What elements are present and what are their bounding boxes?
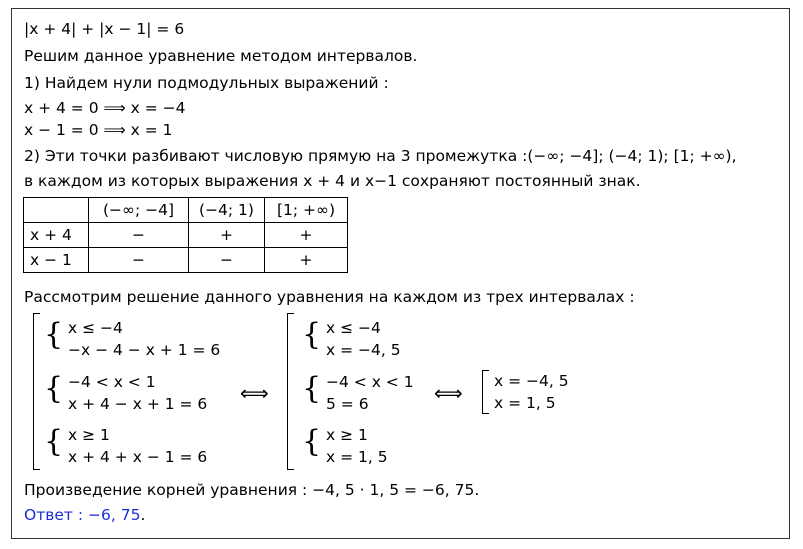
step1-title: 1) Найдем нули подмодульных выражений : (24, 74, 389, 92)
collection-bracket-left (33, 313, 34, 470)
zero-second: x − 1 = 0 ⟹ x = 1 (24, 121, 173, 139)
table-row (24, 223, 348, 248)
answer-line (24, 505, 145, 525)
table-cell: x + 4 (24, 223, 89, 248)
system-brace: { (302, 371, 322, 406)
sign-table (23, 197, 348, 273)
system-mid-2 (326, 371, 414, 415)
system-line: x = 1, 5 (326, 448, 388, 466)
system-brace: { (302, 317, 322, 352)
table-cell: − (89, 248, 189, 273)
table-cell (24, 198, 89, 223)
result-set (494, 370, 569, 414)
table-cell: (−∞; −4] (89, 198, 189, 223)
table-cell: x − 1 (24, 248, 89, 273)
system-line: −x − 4 − x + 1 = 6 (68, 341, 221, 359)
table-cell: + (189, 223, 265, 248)
table-cell: + (265, 248, 348, 273)
answer-label: Ответ : −6, 75 (24, 506, 141, 524)
system-mid-3 (326, 424, 388, 468)
system-line: x ≥ 1 (68, 426, 110, 444)
result-root: x = −4, 5 (494, 372, 569, 390)
intro-text: Решим данное уравнение методом интервалов. (24, 47, 418, 65)
table-row (24, 248, 348, 273)
answer-dot: . (140, 506, 146, 524)
system-line: x + 4 + x − 1 = 6 (68, 448, 208, 466)
equivalence-arrow: ⟺ (434, 381, 463, 405)
collection-bracket-middle (287, 313, 288, 470)
equation: |x + 4| + |x − 1| = 6 (24, 20, 185, 38)
table-header-row (24, 198, 348, 223)
system-line: 5 = 6 (326, 395, 369, 413)
system-left-3 (68, 424, 207, 468)
equivalence-arrow: ⟺ (240, 381, 269, 405)
system-line: x ≥ 1 (326, 426, 368, 444)
system-brace: { (44, 317, 64, 352)
system-left-2 (68, 371, 207, 415)
system-line: x ≤ −4 (68, 319, 123, 337)
system-line: x ≤ −4 (326, 319, 381, 337)
system-brace: { (44, 424, 64, 459)
system-line: −4 < x < 1 (68, 373, 156, 391)
zero-first: x + 4 = 0 ⟹ x = −4 (24, 99, 186, 117)
table-cell: − (189, 248, 265, 273)
system-brace: { (302, 424, 322, 459)
system-line: x = −4, 5 (326, 341, 401, 359)
result-root: x = 1, 5 (494, 394, 556, 412)
system-line: x + 4 − x + 1 = 6 (68, 395, 208, 413)
table-cell: + (265, 223, 348, 248)
system-left-1 (68, 317, 220, 361)
table-cell: (−4; 1) (189, 198, 265, 223)
collection-bracket-result (482, 370, 483, 414)
consider-text: Рассмотрим решение данного уравнения на каждом из трех интервалах : (24, 288, 635, 306)
table-cell: − (89, 223, 189, 248)
table-cell: [1; +∞) (265, 198, 348, 223)
step2-line2: в каждом из которых выражения x + 4 и x−1 сохраняют постоянный знак. (24, 172, 641, 190)
system-brace: { (44, 371, 64, 406)
system-line: −4 < x < 1 (326, 373, 414, 391)
system-mid-1 (326, 317, 401, 361)
step2-line1: 2) Эти точки разбивают числовую прямую на 3 промежутка :(−∞; −4]; (−4; 1); [1; +∞), (24, 147, 737, 165)
product-line: Произведение корней уравнения : −4, 5 · 1, 5 = −6, 75. (24, 481, 480, 499)
